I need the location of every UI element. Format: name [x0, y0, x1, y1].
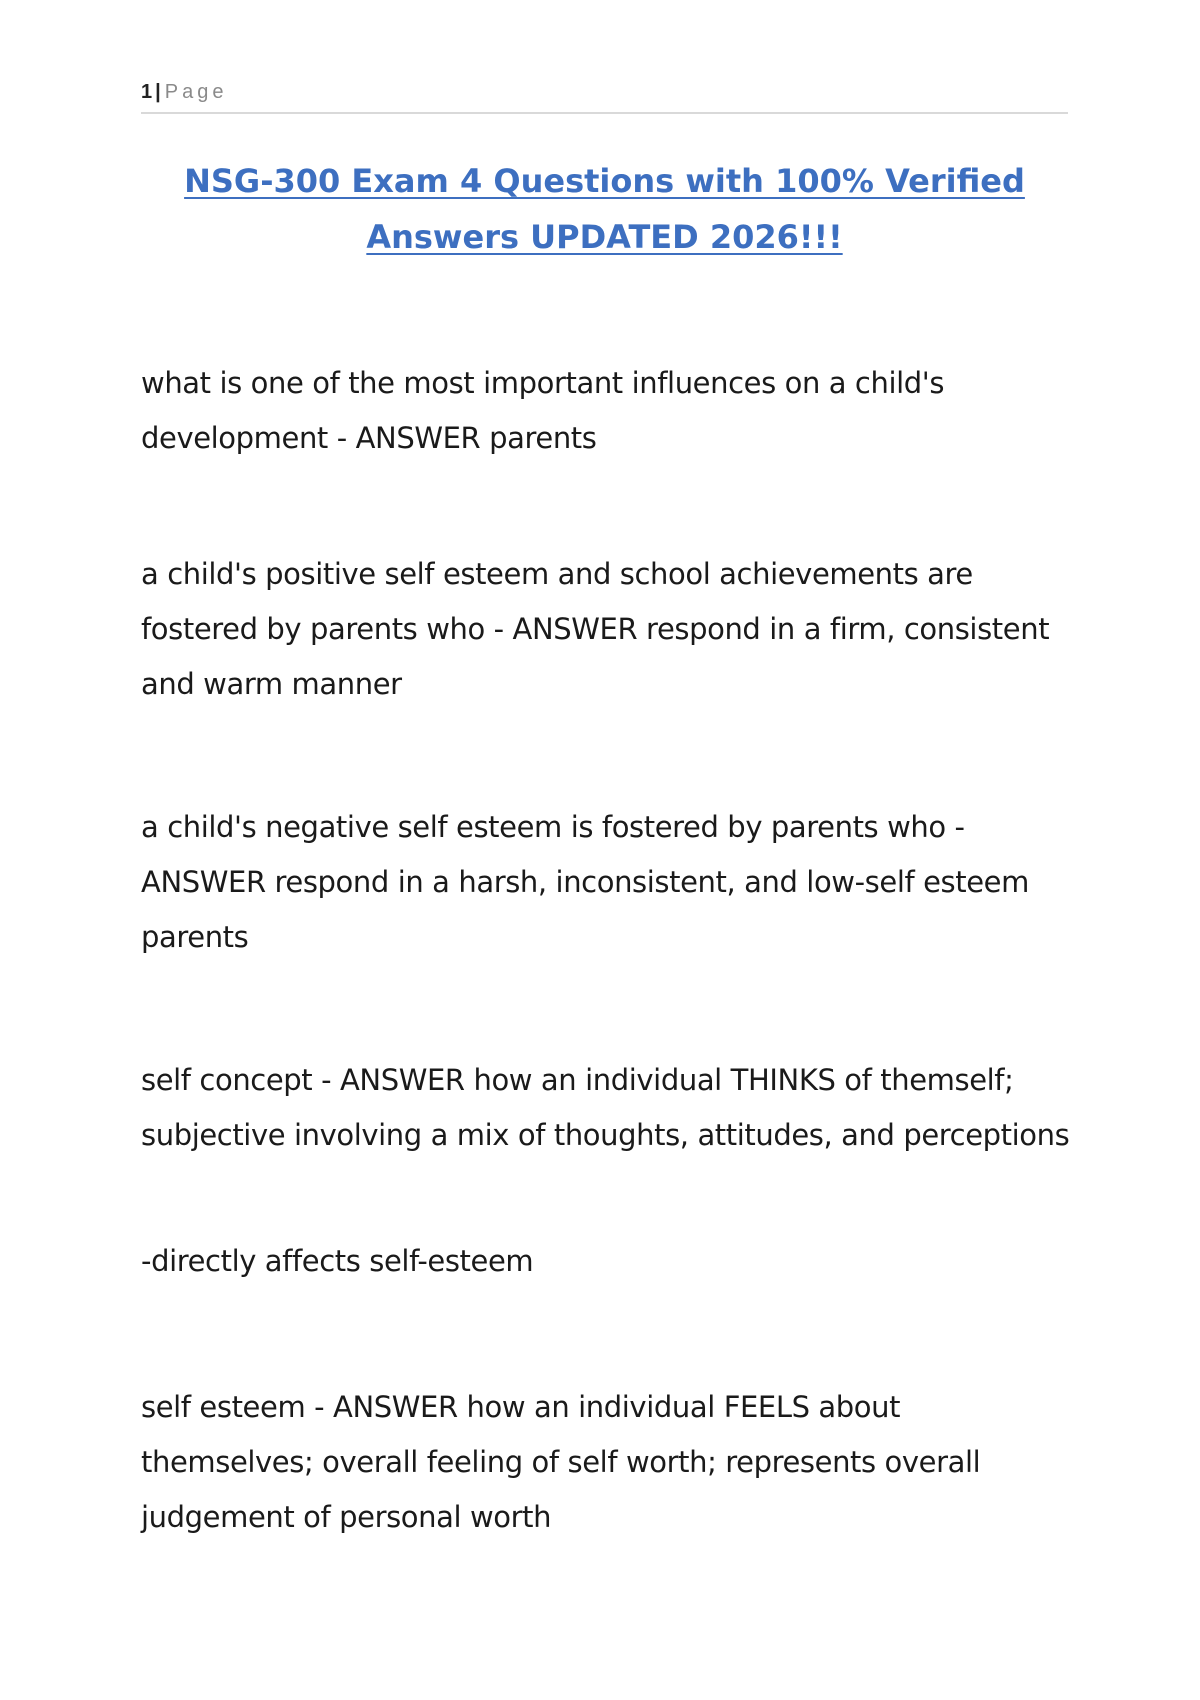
qa-entry: [141, 800, 1081, 965]
qa-entry: [141, 1380, 1081, 1545]
answer-label: ANSWER: [141, 865, 266, 899]
document-title: NSG-300 Exam 4 Questions with 100% Verified Answers UPDATED 2026!!!: [184, 162, 1025, 256]
page-label: Page: [164, 81, 228, 103]
qa-entry: [141, 547, 1081, 712]
answer-label: ANSWER: [512, 612, 638, 646]
answer-text: how an individual FEELS about themselves; overall feeling of self worth; represents overall judgement of personal worth: [141, 1390, 981, 1534]
question-text: self concept -: [141, 1063, 340, 1097]
qa-entry: [141, 1053, 1081, 1163]
answer-text: respond in a harsh, inconsistent, and low-self esteem parents: [141, 865, 1029, 954]
answer-label: ANSWER: [333, 1390, 458, 1424]
answer-text: respond in a firm, consistent and warm manner: [141, 612, 1050, 701]
page-header: [141, 80, 1068, 114]
answer-note: -directly affects self-esteem: [141, 1244, 534, 1278]
question-text: a child's negative self esteem is fostered by parents who -: [141, 810, 965, 844]
page-number: 1: [141, 81, 153, 103]
answer-label: ANSWER: [355, 421, 481, 455]
qa-entry: [141, 356, 1081, 466]
answer-label: ANSWER: [339, 1063, 465, 1097]
question-text: what is one of the most important influences on a child's development -: [141, 366, 945, 455]
answer-text: how an individual THINKS of themself; subjective involving a mix of thoughts, attitudes, and perceptions: [141, 1063, 1070, 1152]
question-text: self esteem -: [141, 1390, 333, 1424]
question-text: a child's positive self esteem and school achievements are fostered by parents who -: [141, 557, 973, 646]
header-separator: |: [155, 81, 161, 103]
answer-text: parents: [480, 421, 597, 455]
